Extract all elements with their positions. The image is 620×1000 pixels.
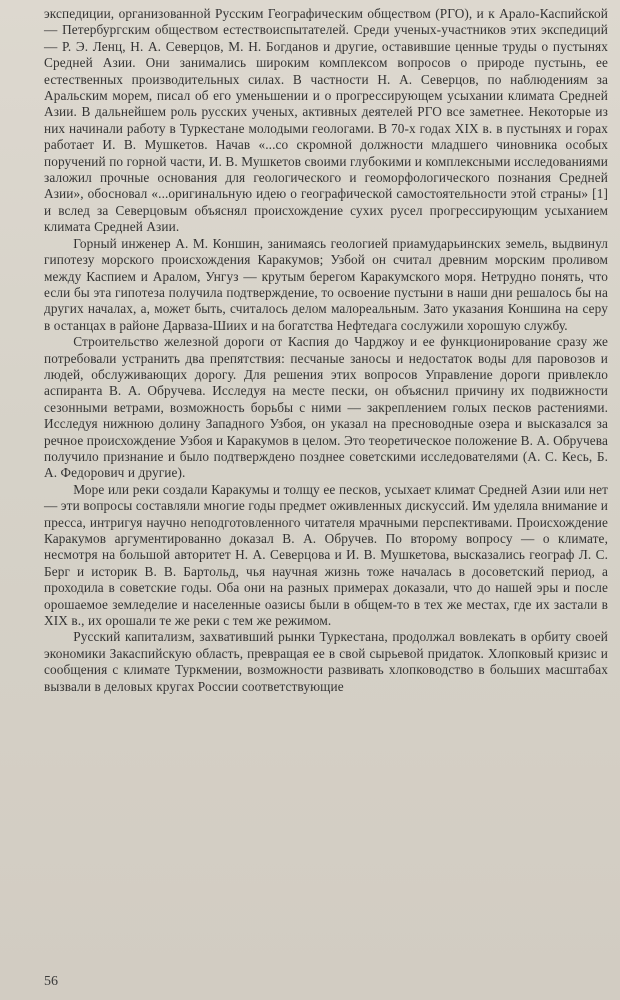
page-text (44, 6, 608, 695)
paragraph-5: Русский капитализм, захвативший рынки Туркестана, продолжал вовлекать в орбиту своей экономики Закаспийскую область, превращая ее в свой сырьевой придаток. Хлопковый кризис и сообщения с климате Туркмении, возможности развивать хлопководство в больших масштабах вызвали в деловых кругах России соответствующие (44, 629, 608, 694)
paragraph-4: Море или реки создали Каракумы и толщу ее песков, усыхает климат Средней Азии или нет — эти вопросы составляли многие годы предмет оживленных дискуссий. Им уделяла внимание и пресса, интригуя научно неподготовленного читателя мрачными перспективами. Происхождение Каракумов аргументированно доказал В. А. Обручев. По второму вопросу — о климате, несмотря на большой авторитет Н. А. Северцова и И. В. Мушкетова, высказались географ Л. С. Берг и историк В. В. Бартольд, чья научная жизнь тоже началась в досоветский период, а проходила в советские годы. Оба они на разных примерах доказали, что до нашей эры и после орошаемое земледелие и населенные оазисы были в общем-то в тех же местах, где их застали в XIX в., их орошали те же реки с тем же режимом. (44, 481, 608, 629)
paragraph-2: Горный инженер А. М. Коншин, занимаясь геологией приамударьинских земель, выдвинул гипотезу морского происхождения Каракумов; Узбой он считал древним морским проливом между Каспием и Аралом, Унгуз — крутым берегом Каракумского моря. Нетрудно понять, что если бы эта гипотеза получила подтверждение, то освоение пустыни в наши дни решалось бы на других началах, а, может быть, считалось делом малореальным. Зато указания Коншина на серу в останцах в районе Дарваза-Шиих и на богатства Нефтедага сослужили хорошую службу. (44, 235, 608, 333)
page-number: 56 (44, 974, 58, 989)
paragraph-1: экспедиции, организованной Русским Географическим обществом (РГО), и к Арало-Каспийской — Петербургским обществом естествоиспытателей. Среди ученых-участников этих экспедиций — Р. Э. Ленц, Н. А. Северцов, М. Н. Богданов и другие, оставившие ценные труды о пустынях Средней Азии. Они занимались широким комплексом вопросов о природе пустынь, ее естественных производительных силах. В частности Н. А. Северцов, по наблюдениям за Аральским морем, писал об его уменьшении и о прогрессирующем усыхании климата Средней Азии. В дальнейшем роль русских ученых, активных деятелей РГО все заметнее. Некоторые из них начинали работу в Туркестане молодыми геологами. В 70-х годах XIX в. в пустынях и горах работает И. В. Мушкетов. Начав «...со скромной должности младшего чиновника особых поручений по горной части, И. В. Мушкетов своими глубокими и комплексными исследованиями заложил прочные основания для геологического и геоморфологического познания Средней Азии», обосновал «...оригинальную идею о географической самостоятельности этой страны» [1] и вслед за Северцовым объяснял происхождение сухих русел прогрессирующим усыханием климата Средней Азии. (44, 6, 608, 235)
paragraph-3: Строительство железной дороги от Каспия до Чарджоу и ее функционирование сразу же потребовали устранить два препятствия: песчаные заносы и недостаток воды для паровозов и людей, обслуживающих дорогу. Для решения этих вопросов Управление дороги привлекло аспиранта В. А. Обручева. Исследуя на месте пески, он объяснил причину их подвижности сезонными ветрами, возможность борьбы с ними — закреплением голых песков растениями. Исследуя нижнюю долину Западного Узбоя, он указал на пресноводные озера и высказался за речное происхождение Узбоя и Каракумов в целом. Это теоретическое положение В. А. Обручева получило признание и было подтверждено позднее советскими исследователями (А. С. Кесь, Б. А. Федорович и другие). (44, 334, 608, 481)
